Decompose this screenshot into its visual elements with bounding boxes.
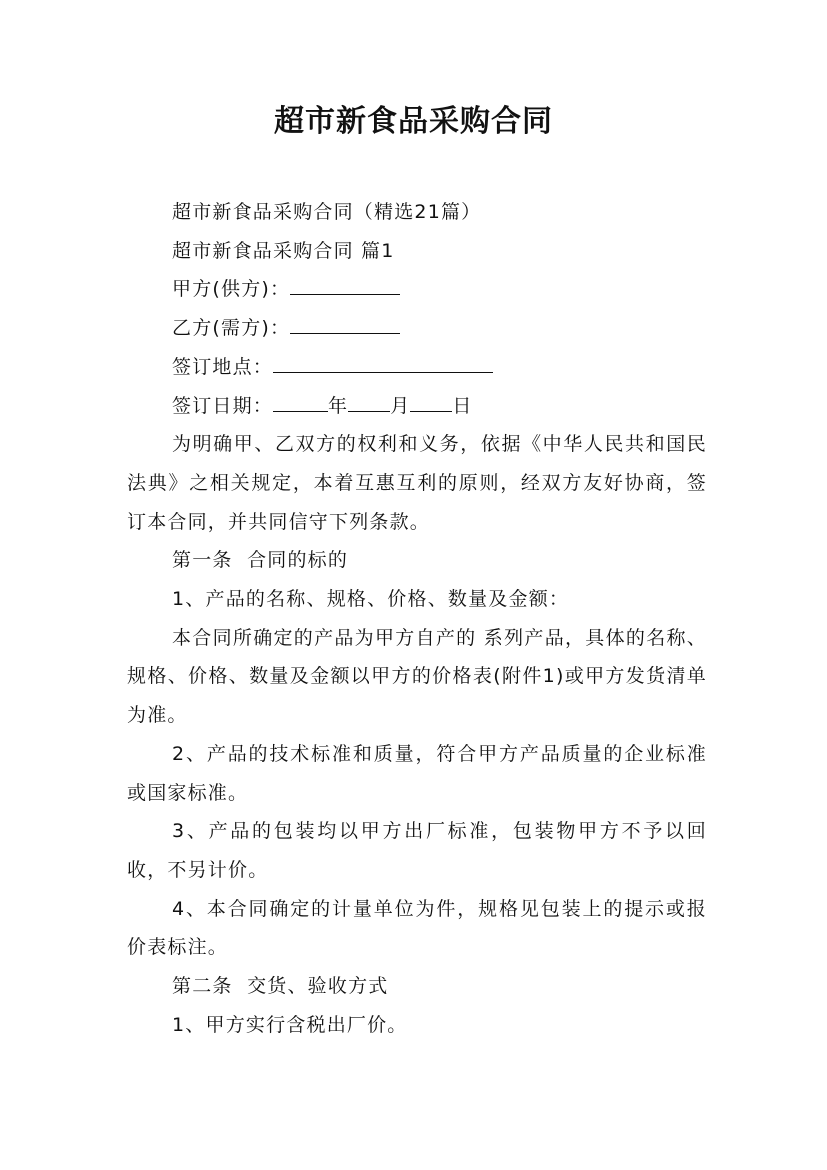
article1-heading: 第一条 合同的标的 (172, 549, 349, 572)
article1-item4: 4、本合同确定的计量单位为件，规格见包装上的提示或报价表标注。 (127, 897, 707, 959)
document-subtitle: 超市新食品采购合同（精选21篇） (172, 201, 482, 223)
sign-date-line (127, 387, 707, 426)
party-b-line (127, 309, 707, 348)
party-a-blank (290, 272, 400, 295)
article1-item2: 2、产品的技术标准和质量，符合甲方产品质量的企业标准或国家标准。 (127, 742, 707, 804)
party-a-label: 甲方(供方)： (172, 278, 291, 301)
sign-place-blank (273, 350, 493, 373)
year-blank (273, 389, 328, 412)
day-label: 日 (452, 394, 473, 417)
party-a-line (127, 270, 707, 309)
article1-item1: 1、产品的名称、规格、价格、数量及金额： (172, 588, 570, 611)
article2-item1: 1、甲方实行含税出厂价。 (172, 1013, 408, 1036)
document-title: 超市新食品采购合同 (274, 104, 553, 139)
section-heading: 超市新食品采购合同 篇1 (172, 239, 395, 262)
party-b-label: 乙方(需方)： (172, 317, 291, 340)
party-b-blank (290, 311, 400, 334)
sign-place-label: 签订地点： (172, 355, 274, 378)
day-blank (410, 389, 452, 412)
sign-date-label: 签订日期： (172, 394, 274, 417)
month-blank (348, 389, 390, 412)
article2-heading: 第二条 交货、验收方式 (172, 975, 389, 998)
article1-item1-detail: 本合同所确定的产品为甲方自产的 系列产品，具体的名称、规格、价格、数量及金额以甲方的价格表(附件1)或甲方发货清单为准。 (127, 626, 707, 727)
article1-item3: 3、产品的包装均以甲方出厂标准，包装物甲方不予以回收，不另计价。 (127, 820, 707, 881)
intro-paragraph: 为明确甲、乙双方的权利和义务，依据《中华人民共和国民法典》之相关规定，本着互惠互利的原则，经双方友好协商，签订本合同，并共同信守下列条款。 (127, 433, 707, 533)
document-body (127, 193, 707, 1044)
year-label: 年 (328, 394, 349, 417)
sign-place-line (127, 348, 707, 387)
month-label: 月 (390, 394, 411, 417)
